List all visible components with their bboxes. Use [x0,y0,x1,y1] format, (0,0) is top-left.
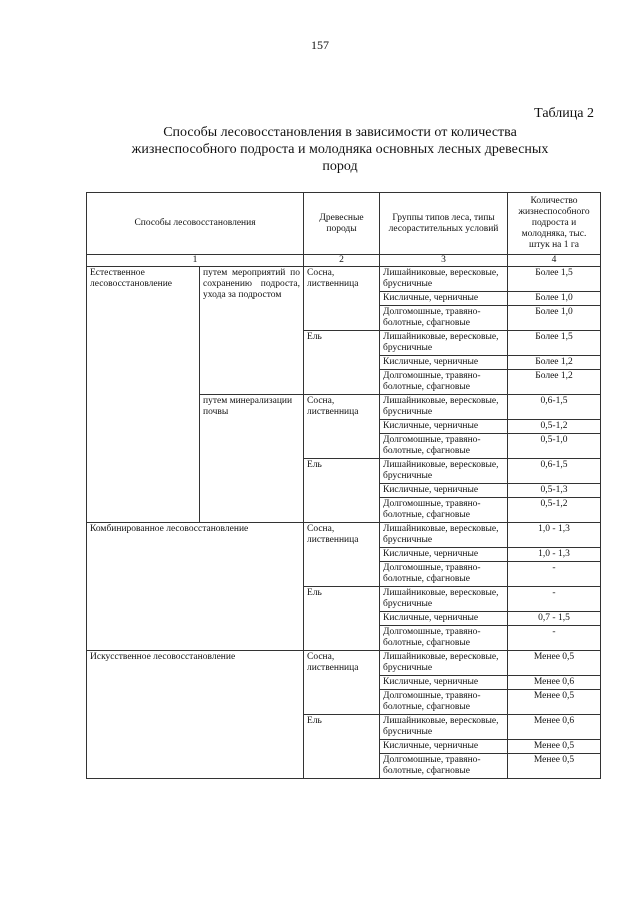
table-title: Способы лесовосстановления в зависимости от количества жизнеспособного подроста и молодняка основных лесных древесных пород [131,125,549,174]
quantity-cell: Более 1,0 [508,306,601,331]
column-number: 3 [380,255,508,267]
quantity-cell: Менее 0,6 [508,676,601,690]
quantity-cell: 0,5-1,3 [508,484,601,498]
table-row [87,267,601,292]
forest-group-cell: Долгомошные, травяно-болотные, сфагновые [380,754,508,779]
quantity-cell: Более 1,0 [508,292,601,306]
forest-group-cell: Лишайниковые, вересковые, брусничные [380,523,508,548]
header-quantity: Количество жизнеспособного подроста и молодняка, тыс. штук на 1 га [508,193,601,255]
header-row [87,193,601,255]
forest-group-cell: Лишайниковые, вересковые, брусничные [380,715,508,740]
quantity-cell: 0,6-1,5 [508,459,601,484]
forest-group-cell: Лишайниковые, вересковые, брусничные [380,267,508,292]
quantity-cell: Менее 0,5 [508,651,601,676]
quantity-cell: 0,5-1,2 [508,420,601,434]
species-cell: Ель [304,331,380,395]
column-number: 4 [508,255,601,267]
table-row [87,651,601,676]
column-number: 1 [87,255,304,267]
column-numbers-row [87,255,601,267]
forest-group-cell: Кисличные, черничные [380,484,508,498]
species-cell: Ель [304,459,380,523]
species-cell: Ель [304,715,380,779]
quantity-cell: Менее 0,5 [508,754,601,779]
forest-group-cell: Долгомошные, травяно-болотные, сфагновые [380,626,508,651]
table-label: Таблица 2 [534,106,594,121]
species-cell: Сосна, лиственница [304,523,380,587]
forest-group-cell: Кисличные, черничные [380,548,508,562]
quantity-cell: Менее 0,5 [508,690,601,715]
header-species: Древесные породы [304,193,380,255]
forest-group-cell: Кисличные, черничные [380,356,508,370]
method-natural-sub1: путем мероприятий по сохранению подроста, ухода за подростом [200,267,304,395]
species-cell: Ель [304,587,380,651]
table-row [87,523,601,548]
quantity-cell: 0,7 - 1,5 [508,612,601,626]
forest-group-cell: Лишайниковые, вересковые, брусничные [380,331,508,356]
forest-group-cell: Кисличные, черничные [380,612,508,626]
page-number: 157 [311,38,329,52]
quantity-cell: 0,6-1,5 [508,395,601,420]
quantity-cell: 1,0 - 1,3 [508,523,601,548]
forest-group-cell: Долгомошные, травяно-болотные, сфагновые [380,498,508,523]
quantity-cell: 1,0 - 1,3 [508,548,601,562]
forest-group-cell: Кисличные, черничные [380,420,508,434]
header-forest-groups: Группы типов леса, типы лесорастительных условий [380,193,508,255]
quantity-cell: - [508,562,601,587]
species-cell: Сосна, лиственница [304,651,380,715]
method-combined: Комбинированное лесовосстановление [87,523,304,651]
method-artificial: Искусственное лесовосстановление [87,651,304,779]
quantity-cell: Более 1,2 [508,356,601,370]
forest-group-cell: Долгомошные, травяно-болотные, сфагновые [380,690,508,715]
method-natural-sub2: путем минерализации почвы [200,395,304,523]
quantity-cell: Более 1,5 [508,331,601,356]
forest-group-cell: Долгомошные, травяно-болотные, сфагновые [380,306,508,331]
quantity-cell: - [508,626,601,651]
column-number: 2 [304,255,380,267]
forest-group-cell: Кисличные, черничные [380,740,508,754]
forest-group-cell: Долгомошные, травяно-болотные, сфагновые [380,562,508,587]
species-cell: Сосна, лиственница [304,267,380,331]
header-methods: Способы лесовосстановления [87,193,304,255]
quantity-cell: 0,5-1,0 [508,434,601,459]
method-natural: Естественное лесовосстановление [87,267,200,523]
forest-group-cell: Лишайниковые, вересковые, брусничные [380,587,508,612]
forest-group-cell: Долгомошные, травяно-болотные, сфагновые [380,370,508,395]
forest-group-cell: Лишайниковые, вересковые, брусничные [380,651,508,676]
quantity-cell: 0,5-1,2 [508,498,601,523]
quantity-cell: Более 1,5 [508,267,601,292]
forest-group-cell: Кисличные, черничные [380,676,508,690]
quantity-cell: Более 1,2 [508,370,601,395]
species-cell: Сосна, лиственница [304,395,380,459]
forest-group-cell: Лишайниковые, вересковые, брусничные [380,459,508,484]
forest-restoration-table [86,192,601,779]
forest-group-cell: Кисличные, черничные [380,292,508,306]
quantity-cell: Менее 0,6 [508,715,601,740]
forest-group-cell: Лишайниковые, вересковые, брусничные [380,395,508,420]
forest-group-cell: Долгомошные, травяно-болотные, сфагновые [380,434,508,459]
quantity-cell: Менее 0,5 [508,740,601,754]
quantity-cell: - [508,587,601,612]
